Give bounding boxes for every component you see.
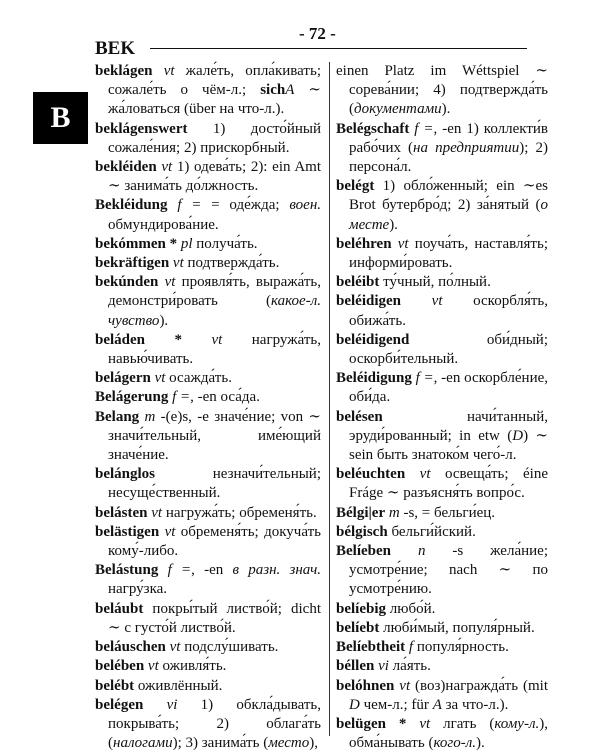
grammar-label: m (388, 504, 400, 521)
definition-text: ∼ жа́ловаться (über (108, 82, 321, 118)
headword: Bélgi|er (336, 504, 386, 521)
headword: belügen * (336, 715, 407, 732)
definition-text: оби́дный; оскорби́тельный. (349, 331, 548, 368)
italic-note: D (349, 696, 360, 713)
italic-note: воен. (289, 197, 322, 214)
headword: beléidigend (336, 331, 410, 348)
definition-text: einen Platz im Wéttspiel ∼ сорева́нии; 4) подтвержда́ть ( (336, 63, 548, 118)
headword: Belang (95, 408, 140, 425)
headword: belégen (95, 696, 144, 713)
grammar-label: vi (166, 696, 178, 713)
left-column (95, 62, 321, 753)
headword: Belástung (95, 562, 159, 579)
definition-text: люби́мый, популя́рный. (379, 619, 535, 636)
definition-text: освеща́ть; éine Fráge ∼ разъясня́ть вопро́с. (349, 466, 548, 502)
dictionary-entry (336, 638, 548, 657)
dictionary-entry (336, 235, 548, 273)
italic-note: D (512, 427, 524, 444)
dictionary-entry (336, 523, 548, 542)
header-rule (150, 48, 527, 49)
dictionary-entry (336, 715, 548, 753)
grammar-label: vt (163, 63, 175, 79)
dictionary-entry (95, 561, 321, 599)
grammar-label: vi (378, 658, 389, 675)
definition-text: , -en 1) коллекти́в рабо́чих ( (349, 120, 548, 156)
headword: bekómmen * (95, 235, 178, 252)
grammar-label: vt (164, 523, 176, 540)
italic-note: кому-л. (494, 715, 540, 732)
grammar-label: vt (419, 466, 431, 483)
headword: belíebig (336, 600, 387, 617)
headword: béllen (336, 658, 375, 675)
definition-text: незначи́тельный; несуще́ственный. (108, 466, 321, 502)
page-number: - 72 - (299, 24, 336, 43)
dictionary-entry (336, 619, 548, 638)
definition-text: получа́ть. (192, 235, 258, 252)
dictionary-entry (95, 62, 321, 120)
definition-text: -(e)s, -e значе́ние; von ∼ значи́тельный, име́ющий значе́ние. (108, 408, 322, 464)
italic-note: место (268, 735, 310, 752)
definition-text: лгать ( (430, 715, 495, 732)
definition-text: ). (389, 216, 398, 233)
grammar-label: f = (415, 370, 434, 387)
definition-text: начи́танный, эруди́рованный; in etw ( (349, 408, 548, 444)
italic-note: налогами (113, 735, 173, 752)
grammar-label: f = (414, 120, 434, 137)
dictionary-entry (95, 677, 321, 696)
italic-note: о месте (349, 197, 548, 233)
definition-text: жале́ть, опла́кивать; сожале́ть о чём-л.; (108, 63, 321, 99)
grammar-label: vt (169, 639, 181, 656)
definition-text: 1) досто́йный сожале́ния; 2) прискорбный. (108, 120, 321, 156)
definition-text: ла́ять. (388, 658, 431, 675)
headword: Beléidigung (336, 370, 412, 387)
dictionary-entry (95, 388, 321, 407)
dictionary-entry (95, 600, 321, 638)
definition-text: ). (476, 735, 485, 752)
dictionary-entry (95, 504, 321, 523)
definition-text: -s, = бельги́ец. (399, 504, 496, 521)
dictionary-entry (95, 696, 321, 753)
dictionary-entry (95, 523, 321, 561)
dictionary-entry (336, 504, 548, 523)
definition-text: обмундирова́ние. (108, 216, 219, 233)
dictionary-entry (336, 331, 548, 369)
headword: Belégschaft (336, 120, 410, 137)
column-divider (329, 62, 330, 736)
dictionary-entry (95, 120, 321, 158)
definition-text: ) ∼ sein быть знатоко́м чего́-л. (349, 427, 548, 464)
grammar-label: vt (211, 331, 223, 348)
dictionary-entry (95, 657, 321, 676)
headword: beláden * (95, 331, 182, 348)
dictionary-entry (95, 254, 321, 273)
definition-text: , -en оскорбле́ние, оби́да. (349, 370, 549, 406)
definition-text: ), обма́нывать ( (349, 715, 548, 752)
definition-text: , -en оса́да. (190, 389, 260, 406)
definition-text: поуча́ть, наставля́ть; информи́ровать. (349, 235, 548, 272)
definition-text: проявля́ть, выража́ть, демонстри́ровать ( (108, 274, 322, 310)
headword: beláuschen (95, 639, 166, 656)
headword: bekléiden (95, 159, 157, 176)
right-column (336, 62, 548, 753)
grammar-label: m (144, 408, 156, 425)
definition-text: за что-л.). (441, 696, 509, 713)
definition-text: осажда́ть. (165, 370, 232, 387)
definition-text: оскорбля́ть, обижа́ть. (349, 293, 548, 329)
definition-text: , -en (191, 562, 233, 579)
definition-text: (воз)награжда́ть (mit (410, 677, 548, 694)
dictionary-entry (95, 408, 321, 466)
italic-note: документами (354, 101, 442, 118)
dictionary-entry (95, 158, 321, 196)
headword: beléuchten (336, 466, 406, 483)
grammar-label: vt (164, 274, 176, 291)
definition-text: оживля́ть. (158, 658, 227, 675)
headword: bekräftigen (95, 255, 170, 272)
definition-text: бельги́йский. (387, 523, 476, 540)
dictionary-entry (336, 369, 548, 407)
grammar-label: vt (161, 159, 173, 176)
dictionary-entry (336, 292, 548, 330)
definition-text: нагружа́ть, навью́чивать. (108, 331, 321, 368)
definition-text: обременя́ть; докуча́ть кому́-либо. (108, 523, 321, 560)
dictionary-entry (336, 62, 548, 120)
headword: belésen (336, 408, 383, 425)
headword: belásten (95, 504, 148, 521)
dictionary-entry (95, 331, 321, 369)
headword: beléidigen (336, 293, 402, 310)
grammar-label: pl (180, 235, 193, 252)
headword: beláubt (95, 600, 144, 617)
grammar-label: f (408, 639, 414, 656)
dictionary-entry (336, 657, 548, 676)
definition-text: нагружа́ть; обременя́ть. (162, 504, 317, 521)
definition-text: -s жела́ние; усмотре́ние; nach ∼ по усмотре́нию. (349, 543, 548, 598)
headword: belánglos (95, 466, 156, 483)
grammar-label: vt (397, 235, 409, 252)
grammar-label: f = (172, 389, 191, 406)
definition-text: чем-л.; für (359, 696, 433, 713)
definition-text: ту́чный, по́лный. (379, 274, 491, 291)
bold-phrase: sich (260, 82, 286, 99)
guide-word: BEK (95, 38, 136, 59)
dictionary-entry (336, 465, 548, 503)
definition-text: 1) обло́женный; ein ∼es Brot бутербро́д; 2) за́нятый ( (349, 178, 548, 214)
headword: Belíeben (336, 543, 391, 560)
dictionary-entry (336, 408, 548, 466)
definition-text: популя́рность. (413, 639, 509, 656)
headword: beléhren (336, 235, 392, 252)
definition-text: подтвержда́ть. (183, 255, 280, 272)
headword: beklágenswert (95, 120, 188, 137)
dictionary-entry (336, 273, 548, 292)
definition-text: подслу́шивать. (180, 639, 279, 656)
definition-text: покры́тый листво́й; dicht ∼ с густо́й листво́й. (108, 600, 321, 636)
definition-text: 1) одева́ть; 2): ein Amt ∼ занима́ть до́лжность. (108, 159, 321, 195)
headword: beléibt (336, 274, 380, 291)
definition-text: 1) обкла́дывать, покрыва́ть; 2) облага́ть ( (108, 696, 322, 752)
italic-note: в разн. знач. (232, 562, 322, 579)
italic-note: A (285, 82, 295, 99)
grammar-label: vt (151, 504, 163, 521)
definition-text: на что-л.). (219, 101, 285, 118)
grammar-label: f = (167, 562, 192, 579)
headword: Belíebtheit (336, 639, 406, 656)
grammar-label: vt (399, 677, 411, 694)
grammar-label: vt (431, 293, 443, 310)
dictionary-entry (336, 177, 548, 235)
definition-text: ). (159, 312, 169, 329)
grammar-label: f = (177, 197, 202, 214)
headword: bekúnden (95, 274, 159, 291)
definition-text: ); 3) занима́ть ( (172, 735, 269, 752)
dictionary-entry (95, 196, 321, 234)
dictionary-entry (95, 273, 321, 331)
grammar-label: vt (147, 658, 159, 675)
grammar-label: vt (154, 370, 166, 387)
dictionary-entry (336, 542, 548, 600)
dictionary-entry (336, 677, 548, 715)
headword: belóhnen (336, 677, 395, 694)
headword: belíebt (336, 619, 380, 636)
grammar-label: vt (172, 255, 184, 272)
definition-text: нагру́зка. (108, 581, 168, 598)
definition-text: ); 2) персона́л. (349, 139, 548, 176)
dictionary-entry (336, 600, 548, 619)
dictionary-entry (95, 369, 321, 388)
headword: bélgisch (336, 523, 388, 540)
grammar-label: n (417, 543, 426, 560)
definition-text: = оде́жда; (201, 197, 290, 214)
dictionary-entry (95, 235, 321, 254)
section-letter-tab: B (33, 92, 88, 144)
italic-note: какое-л. чувство (108, 293, 321, 329)
headword: belégt (336, 178, 375, 195)
headword: Bekléidung (95, 197, 168, 214)
headword: belébt (95, 677, 135, 694)
definition-text: любо́й. (386, 600, 436, 617)
dictionary-entry (95, 465, 321, 503)
headword: beklágen (95, 63, 153, 79)
definition-text: оживлённый. (134, 677, 223, 694)
definition-text: ), (309, 735, 318, 752)
italic-note: на предприятии (413, 139, 520, 156)
grammar-label: vt (419, 715, 431, 732)
headword: Belágerung (95, 389, 169, 406)
dictionary-entry (336, 120, 548, 178)
italic-note: кого-л. (433, 735, 477, 752)
italic-note: A (432, 696, 442, 713)
dictionary-entry (95, 638, 321, 657)
headword: belágern (95, 370, 151, 387)
headword: belästigen (95, 523, 160, 540)
definition-text: ). (441, 101, 451, 118)
headword: belében (95, 658, 145, 675)
